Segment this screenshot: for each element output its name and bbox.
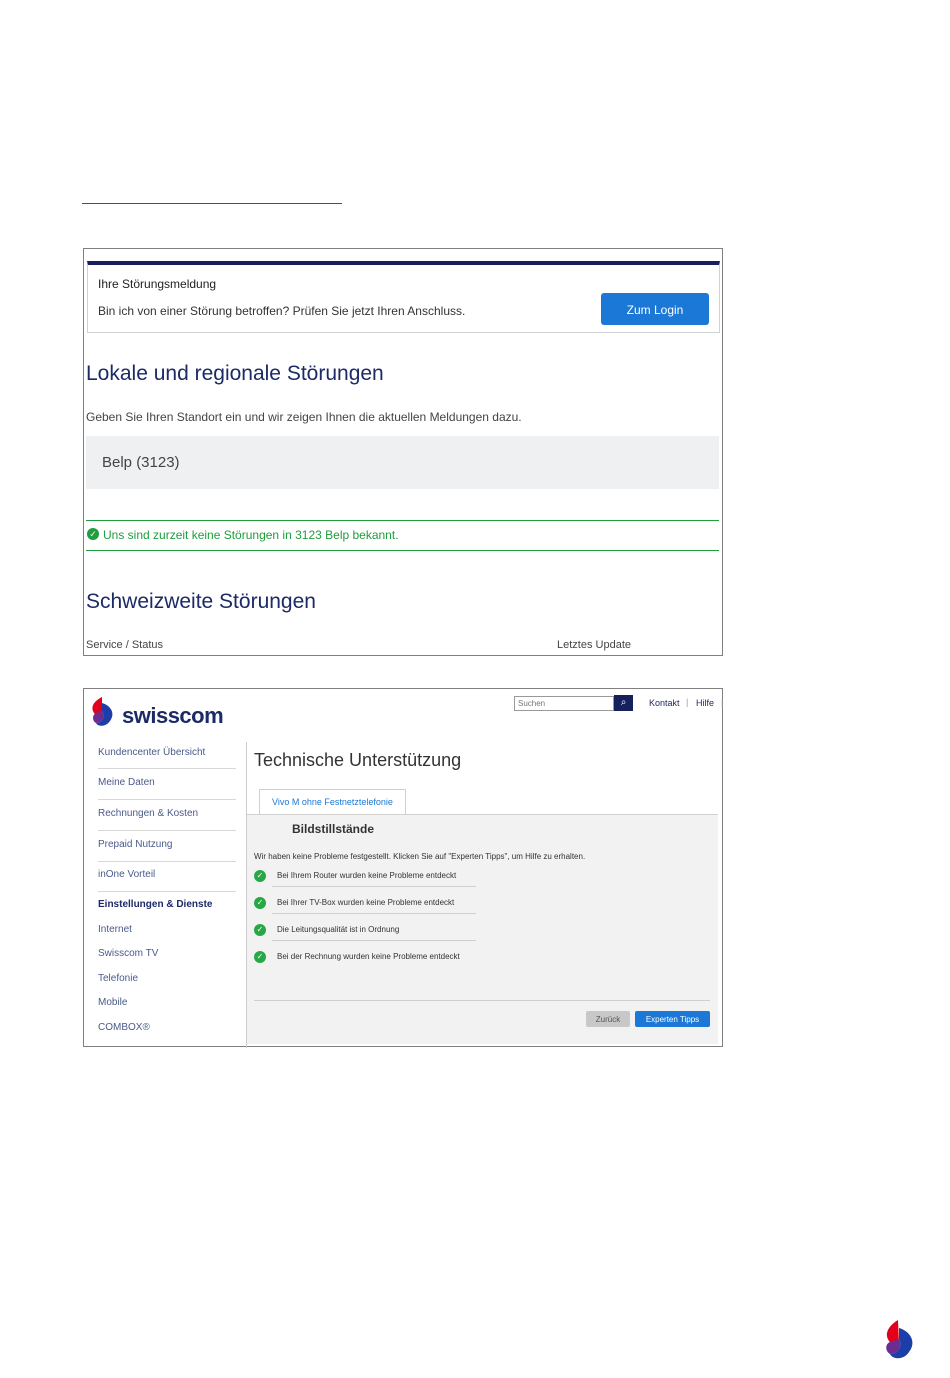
check-circle-icon: ✓ bbox=[254, 951, 266, 963]
check-divider bbox=[272, 940, 476, 941]
contact-link[interactable]: Kontakt bbox=[649, 698, 680, 708]
local-outages-heading: Lokale und regionale Störungen bbox=[86, 362, 384, 385]
check-row-bill bbox=[254, 946, 474, 968]
location-input[interactable] bbox=[86, 436, 719, 489]
tab-vivo-m[interactable]: Vivo M ohne Festnetztelefonie bbox=[259, 789, 406, 814]
expert-tips-button[interactable]: Experten Tipps bbox=[635, 1011, 710, 1027]
panel-divider bbox=[254, 1000, 710, 1001]
local-status-message bbox=[86, 520, 719, 551]
sidebar-item-combox[interactable]: COMBOX® bbox=[98, 1022, 150, 1033]
sidebar-item-my-data[interactable]: Meine Daten bbox=[98, 777, 155, 788]
check-text: Bei Ihrem Router wurden keine Probleme entdeckt bbox=[277, 871, 457, 880]
sidebar-item-bills[interactable]: Rechnungen & Kosten bbox=[98, 808, 199, 819]
panel-description: Wir haben keine Probleme festgestellt. Klicken Sie auf "Experten Tipps", um Hilfe zu erhalten. bbox=[254, 852, 586, 861]
sidebar-divider bbox=[98, 768, 236, 769]
check-divider bbox=[272, 913, 476, 914]
outage-screenshot bbox=[83, 248, 723, 656]
search-icon: ⌕ bbox=[620, 697, 627, 708]
check-row-line-quality bbox=[254, 919, 474, 941]
check-text: Bei der Rechnung wurden keine Probleme entdeckt bbox=[277, 952, 460, 961]
search-input[interactable] bbox=[514, 696, 614, 711]
check-circle-icon: ✓ bbox=[254, 924, 266, 936]
outage-report-card bbox=[87, 261, 720, 333]
document-link-underline[interactable] bbox=[82, 203, 342, 204]
sidebar-item-prepaid[interactable]: Prepaid Nutzung bbox=[98, 839, 173, 850]
sidebar-divider bbox=[98, 830, 236, 831]
search-button[interactable] bbox=[614, 695, 633, 711]
sidebar-item-overview[interactable]: Kundencenter Übersicht bbox=[98, 747, 206, 758]
check-text: Bei Ihrer TV-Box wurden keine Probleme entdeckt bbox=[277, 898, 455, 907]
check-divider bbox=[272, 886, 476, 887]
column-header-last-update: Letztes Update bbox=[557, 639, 631, 651]
check-text: Die Leitungsqualität ist in Ordnung bbox=[277, 925, 400, 934]
panel-title: Bildstillstände bbox=[292, 822, 375, 836]
check-row-tvbox bbox=[254, 892, 474, 914]
local-status-text: Uns sind zurzeit keine Störungen in 3123 Belp bekannt. bbox=[103, 528, 399, 542]
top-link-separator: | bbox=[686, 697, 689, 707]
technical-support-screenshot bbox=[83, 688, 723, 1047]
check-circle-icon: ✓ bbox=[87, 528, 99, 540]
swisscom-logo[interactable] bbox=[88, 695, 224, 731]
sidebar-divider bbox=[98, 891, 236, 892]
sidebar-item-mobile[interactable]: Mobile bbox=[98, 997, 128, 1008]
sidebar-item-telephony[interactable]: Telefonie bbox=[98, 973, 139, 984]
back-button[interactable]: Zurück bbox=[586, 1011, 630, 1027]
help-link[interactable]: Hilfe bbox=[696, 698, 715, 708]
swisscom-corner-logo-icon bbox=[880, 1318, 920, 1364]
sidebar-item-internet[interactable]: Internet bbox=[98, 924, 132, 935]
sidebar-nav bbox=[84, 742, 247, 1048]
outage-report-text: Bin ich von einer Störung betroffen? Prüfen Sie jetzt Ihren Anschluss. bbox=[98, 304, 466, 318]
brand-name: swisscom bbox=[122, 703, 224, 728]
sidebar-divider bbox=[98, 799, 236, 800]
page-title: Technische Unterstützung bbox=[254, 750, 462, 770]
check-circle-icon: ✓ bbox=[254, 870, 266, 882]
sidebar-item-inone[interactable]: inOne Vorteil bbox=[98, 869, 156, 880]
diagnosis-panel bbox=[247, 814, 718, 1044]
swisscom-logo-icon bbox=[88, 695, 118, 731]
column-header-service: Service / Status bbox=[86, 639, 164, 651]
sidebar-divider bbox=[98, 861, 236, 862]
outage-report-title: Ihre Störungsmeldung bbox=[98, 277, 217, 291]
check-circle-icon: ✓ bbox=[254, 897, 266, 909]
top-link-separator: | bbox=[721, 697, 724, 707]
national-outages-heading: Schweizweite Störungen bbox=[86, 590, 316, 613]
login-button[interactable]: Zum Login bbox=[601, 293, 709, 325]
sidebar-item-tv[interactable]: Swisscom TV bbox=[98, 948, 159, 959]
local-outages-description: Geben Sie Ihren Standort ein und wir zeigen Ihnen die aktuellen Meldungen dazu. bbox=[86, 410, 522, 424]
sidebar-item-settings[interactable]: Einstellungen & Dienste bbox=[98, 899, 213, 910]
check-row-router bbox=[254, 865, 474, 887]
